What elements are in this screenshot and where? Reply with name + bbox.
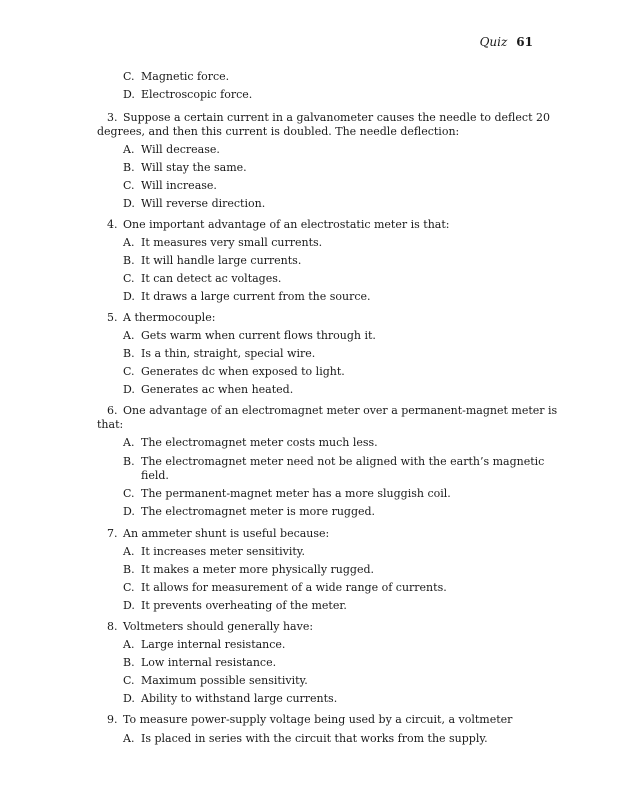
question-6-option-c (123, 487, 451, 501)
option-letter: B. (123, 656, 135, 669)
option-letter: D. (123, 88, 135, 101)
question-number: 7. (107, 527, 118, 540)
question-4-option-a (123, 236, 322, 250)
option-text: It increases meter sensitivity. (141, 545, 306, 558)
option-letter: A. (123, 236, 135, 249)
option-letter: C. (123, 179, 135, 192)
question-5-option-b (123, 347, 315, 361)
option-letter: D. (123, 505, 135, 518)
option-text: Will reverse direction. (141, 197, 266, 210)
option-text: It allows for measurement of a wide range of currents. (141, 581, 447, 594)
option-text: The electromagnet meter costs much less. (141, 436, 378, 449)
question-7-option-d (123, 599, 347, 613)
option-text: Will increase. (141, 179, 217, 192)
option-text: Gets warm when current flows through it. (141, 329, 376, 342)
question-4-option-c (123, 272, 281, 286)
option-text: Magnetic force. (141, 70, 230, 83)
question-4-stem (107, 218, 449, 232)
question-number: 5. (107, 311, 118, 324)
option-d (123, 88, 252, 102)
question-9-stem (107, 713, 512, 727)
option-text: Electroscopic force. (141, 88, 253, 101)
option-letter: C. (123, 487, 135, 500)
option-text: Maximum possible sensitivity. (141, 674, 308, 687)
option-letter: A. (123, 329, 135, 342)
option-text: Generates ac when heated. (141, 383, 294, 396)
option-letter: B. (123, 563, 135, 576)
question-6-option-b-cont: field. (141, 469, 169, 482)
question-stem-line1: One advantage of an electromagnet meter over a permanent-magnet meter is (123, 404, 558, 417)
question-stem-line1: One important advantage of an electrostatic meter is that: (123, 218, 450, 231)
option-letter: B. (123, 455, 135, 468)
option-text: The electromagnet meter is more rugged. (141, 505, 376, 518)
option-text: Is a thin, straight, special wire. (141, 347, 316, 360)
question-9-option-a (123, 732, 488, 746)
option-letter: C. (123, 365, 135, 378)
option-letter: B. (123, 347, 135, 360)
option-text: Will decrease. (141, 143, 220, 156)
question-7-option-a (123, 545, 305, 559)
option-letter: A. (123, 638, 135, 651)
question-3-option-c (123, 179, 217, 193)
option-letter: D. (123, 692, 135, 705)
question-stem-line1: Voltmeters should generally have: (123, 620, 314, 633)
question-5-option-d (123, 383, 293, 397)
page-number: 61 (516, 35, 533, 49)
option-letter: D. (123, 599, 135, 612)
option-text: Generates dc when exposed to light. (141, 365, 345, 378)
question-8-option-c (123, 674, 308, 688)
question-3-stem-cont: degrees, and then this current is doubled. The needle deflection: (97, 125, 460, 138)
question-5-stem (107, 311, 215, 325)
option-letter: A. (123, 545, 135, 558)
option-letter: C. (123, 581, 135, 594)
option-letter: A. (123, 143, 135, 156)
question-8-option-d (123, 692, 337, 706)
question-number: 3. (107, 111, 118, 124)
question-stem-line1: A thermocouple: (123, 311, 216, 324)
question-stem-line1: An ammeter shunt is useful because: (123, 527, 330, 540)
question-8-stem (107, 620, 313, 634)
option-text: It makes a meter more physically rugged. (141, 563, 375, 576)
question-4-option-d (123, 290, 371, 304)
option-letter: D. (123, 290, 135, 303)
option-letter: C. (123, 272, 135, 285)
option-letter: B. (123, 161, 135, 174)
option-text: The electromagnet meter need not be aligned with the earth’s magnetic (141, 455, 545, 468)
option-letter: A. (123, 732, 135, 745)
option-text: Is placed in series with the circuit that works from the supply. (141, 732, 488, 745)
question-7-option-b (123, 563, 374, 577)
question-4-option-b (123, 254, 301, 268)
question-6-stem (107, 404, 557, 418)
running-head (480, 34, 533, 50)
question-6-option-d (123, 505, 375, 519)
option-c (123, 70, 229, 84)
question-7-option-c (123, 581, 447, 595)
option-letter: C. (123, 674, 135, 687)
option-text: It measures very small currents. (141, 236, 323, 249)
option-text: It draws a large current from the source. (141, 290, 371, 303)
option-text: It can detect ac voltages. (141, 272, 282, 285)
option-text: It prevents overheating of the meter. (141, 599, 347, 612)
question-7-stem (107, 527, 329, 541)
question-stem-line1: To measure power-supply voltage being used by a circuit, a voltmeter (123, 713, 513, 726)
question-3-option-d (123, 197, 265, 211)
option-letter: B. (123, 254, 135, 267)
question-8-option-b (123, 656, 276, 670)
option-text: The permanent-magnet meter has a more sluggish coil. (141, 487, 451, 500)
question-8-option-a (123, 638, 285, 652)
question-3-stem (107, 111, 550, 125)
question-6-stem-cont: that: (97, 418, 124, 431)
option-text: Will stay the same. (141, 161, 247, 174)
option-text: Low internal resistance. (141, 656, 277, 669)
option-letter: A. (123, 436, 135, 449)
question-number: 4. (107, 218, 118, 231)
question-6-option-a (123, 436, 378, 450)
question-6-option-b (123, 455, 544, 469)
question-5-option-c (123, 365, 345, 379)
option-letter: D. (123, 197, 135, 210)
option-letter: D. (123, 383, 135, 396)
option-letter: C. (123, 70, 135, 83)
question-number: 6. (107, 404, 118, 417)
question-stem-line1: Suppose a certain current in a galvanometer causes the needle to deflect 20 (123, 111, 550, 124)
option-text: Ability to withstand large currents. (141, 692, 338, 705)
question-5-option-a (123, 329, 376, 343)
option-text: It will handle large currents. (141, 254, 302, 267)
question-number: 9. (107, 713, 118, 726)
question-number: 8. (107, 620, 118, 633)
question-3-option-b (123, 161, 247, 175)
running-head-section: Quiz (479, 35, 508, 49)
option-text: Large internal resistance. (141, 638, 286, 651)
question-3-option-a (123, 143, 220, 157)
